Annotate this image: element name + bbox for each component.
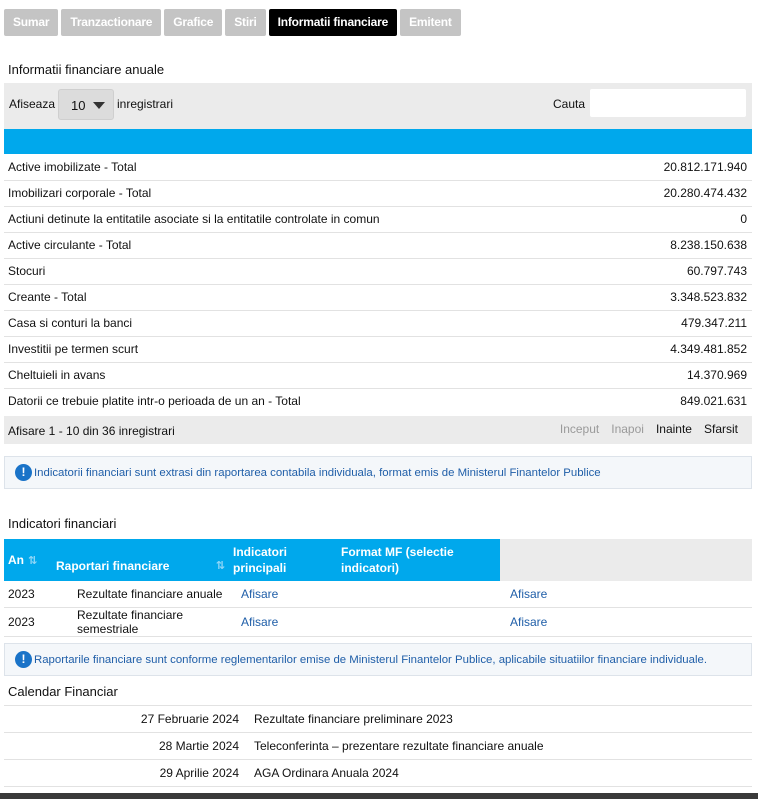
- calendar-date: 28 Martie 2024: [158, 739, 239, 753]
- row-label: Actiuni detinute la entitatile asociate si la entitatile controlate in comun: [8, 212, 380, 226]
- table-row: [4, 258, 752, 284]
- row-value: 479.347.211: [681, 316, 747, 330]
- row-label: Creante - Total: [8, 290, 87, 304]
- table-row: [4, 284, 752, 310]
- indicators-info-note: [4, 643, 752, 676]
- report-cell: Rezultate financiare anuale: [77, 586, 223, 601]
- search-input[interactable]: [590, 89, 746, 117]
- annual-note-text: Indicatorii financiari sunt extrasi din raportarea contabila individuala, format emis de Ministerul Finantelor Publice: [34, 467, 601, 479]
- row-value: 8.238.150.638: [670, 238, 747, 252]
- annual-info-note: [4, 456, 752, 489]
- table-row: [4, 706, 752, 733]
- main-indicators-link[interactable]: Afisare: [241, 586, 279, 601]
- row-label: Active imobilizate - Total: [8, 159, 137, 174]
- row-label: Stocuri: [8, 264, 46, 278]
- year-cell: 2023: [8, 586, 35, 601]
- table-row: [4, 154, 752, 180]
- calendar-date: 29 Aprilie 2024: [159, 766, 239, 780]
- row-label: Investitii pe termen scurt: [8, 342, 139, 356]
- format-mf-link[interactable]: Afisare: [510, 586, 548, 601]
- row-label: Cheltuieli in avans: [8, 368, 106, 382]
- annual-section-title: Informatii financiare anuale: [8, 62, 165, 77]
- table-row: [4, 388, 752, 414]
- page-size-select[interactable]: [58, 89, 114, 120]
- pager-prev-button[interactable]: Inapoi: [611, 422, 644, 436]
- table-row: [4, 206, 752, 232]
- row-value: 3.348.523.832: [670, 290, 747, 304]
- sort-arrows-icon: ⇅: [215, 560, 225, 572]
- info-circle-icon: !: [15, 464, 32, 481]
- calendar-table: [4, 705, 752, 787]
- table-row: [4, 232, 752, 258]
- table-row: [4, 336, 752, 362]
- tab-emitent[interactable]: Emitent: [400, 9, 461, 36]
- info-circle-icon: !: [15, 651, 32, 668]
- table-toolbar: [4, 83, 752, 129]
- records-label: inregistrari: [117, 97, 174, 111]
- indicators-section-title: Indicatori financiari: [8, 516, 117, 531]
- table-header-bar: [4, 129, 752, 154]
- pagination-info: Afisare 1 - 10 din 36 inregistrari: [8, 424, 175, 438]
- row-value: 60.797.743: [686, 264, 747, 278]
- show-label: Afiseaza: [9, 97, 56, 111]
- table-row: [4, 760, 752, 787]
- col-reports-header[interactable]: Raportari financiare ⇅: [52, 539, 229, 581]
- row-label: Imobilizari corporale - Total: [8, 186, 152, 200]
- table-row: [4, 180, 752, 206]
- row-label: Datorii ce trebuie platite intr-o perioada de un an - Total: [8, 394, 301, 409]
- tab-grafice[interactable]: Grafice: [164, 9, 222, 36]
- table-row: [4, 607, 752, 636]
- col-empty-header: [500, 539, 752, 581]
- pagination-bar: [4, 416, 752, 444]
- main-indicators-link[interactable]: Afisare: [241, 614, 279, 629]
- pagination-links: [554, 422, 744, 436]
- search-label: Cauta: [553, 97, 586, 111]
- row-value: 0: [740, 212, 747, 226]
- table-row: [4, 310, 752, 336]
- tab-informatii-financiare[interactable]: Informatii financiare: [269, 9, 398, 36]
- calendar-date: 27 Februarie 2024: [140, 712, 239, 726]
- tab-tranzactionare[interactable]: Tranzactionare: [61, 9, 161, 36]
- indicators-table: [4, 539, 752, 637]
- row-label: Casa si conturi la banci: [8, 316, 133, 330]
- table-row: [4, 581, 752, 607]
- pager-next-button[interactable]: Inainte: [655, 422, 692, 436]
- row-value: 14.370.969: [686, 368, 747, 382]
- tab-sumar[interactable]: Sumar: [4, 9, 58, 36]
- col-format-header: Format MF (selectie indicatori): [337, 539, 500, 581]
- row-value: 849.021.631: [680, 394, 747, 409]
- row-label: Active circulante - Total: [8, 238, 132, 252]
- row-value: 20.812.171.940: [663, 159, 747, 174]
- report-cell: Rezultate financiare semestriale: [77, 607, 184, 636]
- tab-stiri[interactable]: Stiri: [225, 9, 265, 36]
- calendar-event: Rezultate financiare preliminare 2023: [254, 712, 453, 726]
- chevron-down-icon: [93, 102, 105, 109]
- pager-last-button[interactable]: Sfarsit: [703, 422, 738, 436]
- col-main-header: Indicatori principali: [229, 539, 337, 581]
- year-cell: 2023: [8, 614, 35, 629]
- pager-first-button[interactable]: Inceput: [559, 422, 600, 436]
- page-size-value: 10: [71, 98, 86, 113]
- calendar-event: Teleconferinta – prezentare rezultate financiare anuale: [254, 739, 544, 753]
- bottom-scroll-bar: [0, 793, 758, 799]
- indicators-note-text: Raportarile financiare sunt conforme reglementarilor emise de Ministerul Finantelor Publice, aplicabile situatiilor financiare individuale.: [34, 654, 708, 666]
- annual-table: [4, 154, 752, 414]
- calendar-section-title: Calendar Financiar: [8, 684, 118, 699]
- calendar-event: AGA Ordinara Anuala 2024: [254, 766, 399, 780]
- indicators-header-row: [4, 539, 752, 581]
- row-value: 4.349.481.852: [670, 342, 747, 356]
- table-row: [4, 362, 752, 388]
- sort-arrows-icon: ⇅: [28, 555, 38, 567]
- table-row: [4, 733, 752, 760]
- format-mf-link[interactable]: Afisare: [510, 614, 548, 629]
- row-value: 20.280.474.432: [663, 186, 747, 200]
- tab-bar: [4, 9, 461, 36]
- col-year-header[interactable]: An ⇅: [4, 539, 52, 581]
